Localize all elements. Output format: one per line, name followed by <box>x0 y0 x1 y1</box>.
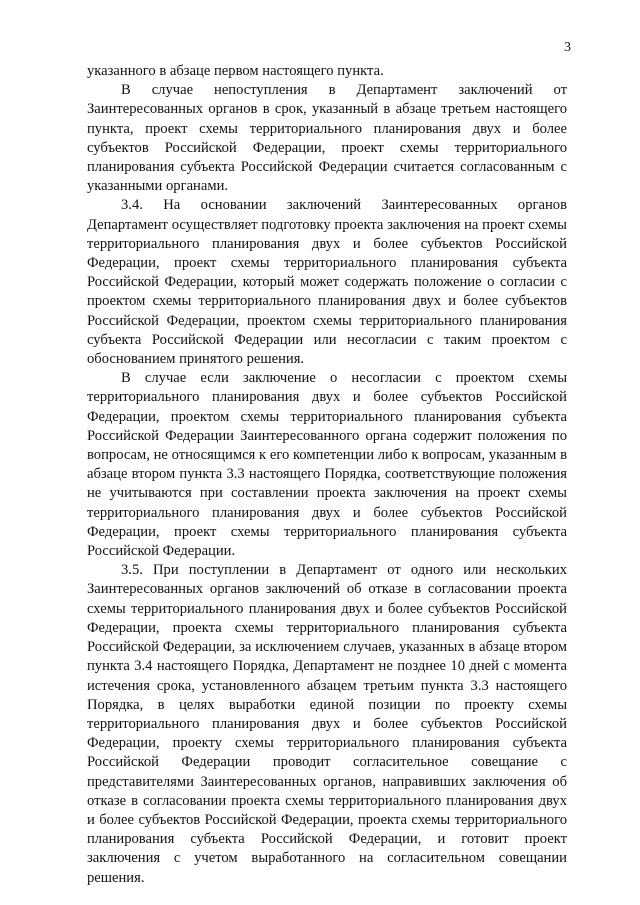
paragraph-3-4: 3.4. На основании заключений Заинтересованных органов Департамент осуществляет подготовку проекта заключения на проект схемы территориального планирования двух и более субъектов Российской Федерации, проект схемы территориального планирования субъекта Российской Федерации, который может содержать положение о согласии с проектом схемы территориального планирования двух и более субъектов Российской Федерации, проектом схемы территориального планирования субъекта Российской Федерации или несогласии с таким проектом с обоснованием принятого решения. <box>87 197 567 368</box>
paragraph-continuation: указанного в абзаце первом настоящего пункта. <box>87 63 384 79</box>
paragraph-3-5: 3.5. При поступлении в Департамент от одного или нескольких Заинтересованных органов заключений об отказе в согласовании проекта схемы территориального планирования двух и более субъектов Российской Федерации, проекта схемы территориального планирования субъекта Российской Федерации, за исключением случаев, указанных в абзаце втором пункта 3.4 настоящего Порядка, Департамент не позднее 10 дней с момента истечения срока, установленного абзацем третьим пункта 3.3 настоящего Порядка, в целях выработки единой позиции по проекту схемы территориального планирования двух и более субъектов Российской Федерации, проекту схемы территориального планирования субъекта Российской Федерации проводит согласительное совещание с представителями Заинтересованных органов, направивших заключения об отказе в согласовании проекта схемы территориального планирования двух и более субъектов Российской Федерации, проекта схемы территориального планирования субъекта Российской Федерации, и готовит проект заключения с учетом выработанного на согласительном совещании решения. <box>87 562 567 886</box>
paragraph-no-response: В случае непоступления в Департамент заключений от Заинтересованных органов в срок, указанный в абзаце третьем настоящего пункта, проект схемы территориального планирования двух и более субъектов Российской Федерации, проект схемы территориального планирования субъекта Российской Федерации считается согласованным с указанными органами. <box>87 82 567 195</box>
document-body <box>87 62 567 888</box>
paragraph-disagreement: В случае если заключение о несогласии с проектом схемы территориального планирования двух и более субъектов Российской Федерации, проектом схемы территориального планирования субъекта Российской Федерации Заинтересованного органа содержит положения по вопросам, не относящимся к его компетенции либо к вопросам, указанным в абзаце втором пункта 3.3 настоящего Порядка, соответствующие положения не учитываются при составлении проекта заключения на проект схемы территориального планирования двух и более субъектов Российской Федерации, проект схемы территориального планирования субъекта Российской Федерации. <box>87 370 567 560</box>
page-number: 3 <box>564 40 571 55</box>
